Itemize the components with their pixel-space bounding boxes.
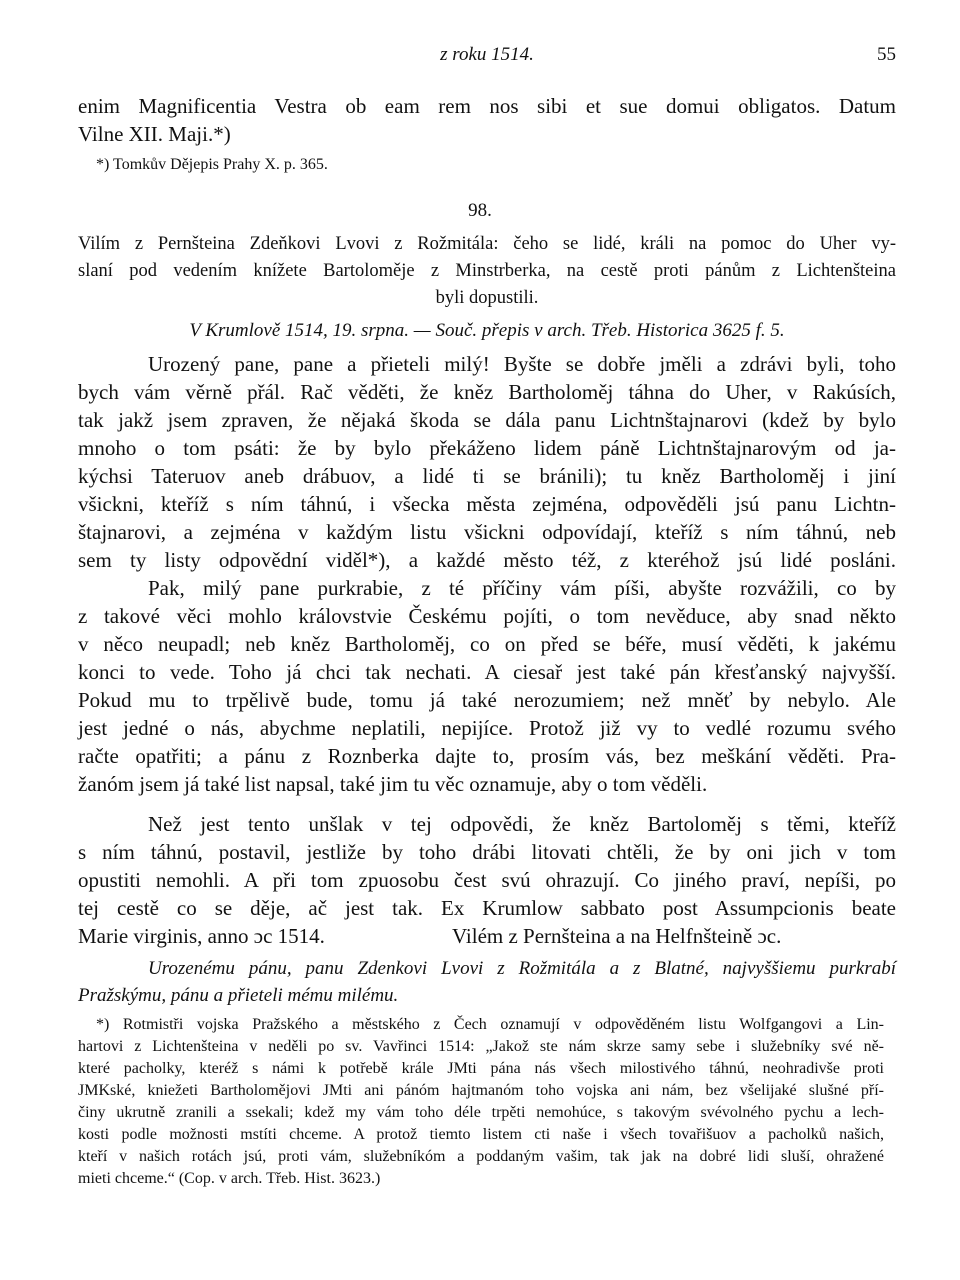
- body-line: Pak, milý pane purkrabie, z té příčiny vám píši, abyšte rozvážili, co by: [148, 576, 896, 600]
- body-line: Urozený pane, pane a přieteli milý! Byšte se dobře jměli a zdrávi byli, toho: [148, 352, 896, 376]
- closing-signature: Vilém z Pernšteina a na Helfnšteině ɔc.: [452, 924, 782, 948]
- body-line: bych vám věrně přál. Rač věděti, že kněz Bartholoměj táhna do Uher, v Rakúsích,: [78, 380, 896, 404]
- footnote-line: kteří v našich rotách jsú, proti vám, služebníkóm a poddaným vašim, tak jak na dobré lidi sluší, ohražené: [78, 1148, 884, 1165]
- previous-footnote: *) Tomkův Dějepis Prahy X. p. 365.: [96, 156, 328, 173]
- regest-line: byli dopustili.: [435, 288, 539, 308]
- body-line: račte opatřiti; a pánu z Roznberka dajte to, prosím vás, bez meškání věděti. Pra-: [78, 744, 896, 768]
- running-title: z roku 1514.: [440, 44, 534, 65]
- document-number: 98.: [468, 200, 492, 221]
- body-line: tak jakž jsem zpraven, že nějaká škoda se dála panu Lichtnštajnarovi (kdež by bylo: [78, 408, 896, 432]
- source-note: V Krumlově 1514, 19. srpna. — Souč. přepis v arch. Třeb. Historica 3625 f. 5.: [189, 320, 785, 341]
- previous-text-line: enim Magnificentia Vestra ob eam rem nos sibi et sue domui obligatos. Datum: [78, 94, 896, 118]
- body-line: tej cestě co se děje, ač jest tak. Ex Krumlow sabbato post Assumpcionis beate: [78, 896, 896, 920]
- footnote-line: mieti chceme.“ (Cop. v arch. Třeb. Hist. 3623.): [78, 1170, 381, 1187]
- body-line: Než jest tento unšlak v tej odpovědi, že kněz Bartoloměj s těmi, kteříž: [148, 812, 896, 836]
- body-line: sem ty listy odpovědní viděl*), a každé město též, z kteréhož jsú lidé posláni.: [78, 548, 896, 572]
- body-line: štajnarovi, a zejména v každým listu všicknі odpovídají, kteříž s ním táhnú, neb: [78, 520, 896, 544]
- page-number: 55: [877, 44, 896, 65]
- body-line: mnoho o tom psáti: že by bylo překáženo lidem páně Lichtnštajnarovým od ja-: [78, 436, 896, 460]
- footnote-line: které pacholky, kteréž s námi k potřebě krále JMti pána nás všech milostivého táhnú, neohradivše proti: [78, 1060, 884, 1077]
- body-line: žanóm jsem já také list napsal, také jim tu věc oznamuje, aby o tom věděli.: [78, 772, 708, 796]
- footnote-line: hartovi z Lichtenšteina v neděli po sv. Vavřinci 1514: „Jakož ste nám skrze samy sebe i služebníky své ně-: [78, 1038, 884, 1055]
- footnote-line: JMKské, kniežeti Bartholomějovi JMti ani pánóm hajtmanóm toho vojska ani nám, bez všelijaké slušné pří-: [78, 1082, 884, 1099]
- body-line: všicknі, kteříž s ním táhnú, i všecka města zejména, odpověděli jsú panu Lichtn-: [78, 492, 896, 516]
- footnote-line: kosti podle možnosti mstíti chceme. A protož tiemto listem cti naše i všech tovařišuov a pacholků našich,: [78, 1126, 884, 1143]
- body-line: kýchsi Tateruov aneb drábuov, a lidé ti se bránili); tu kněz Bartholoměj i jiní: [78, 464, 896, 488]
- regest-line: slaní pod vedením knížete Bartoloměje z Minstrberka, na cestě proti pánům z Lichtenšteina: [78, 261, 896, 281]
- body-line: opustiti nemohli. A při tom zpuosobu čest svú ohrazují. Co jiného praví, nepíši, po: [78, 868, 896, 892]
- body-line: s ním táhnú, postavil, jestliže by toho drábi litovati chtěli, že by oni jich v tom: [78, 840, 896, 864]
- body-line: konci to vede. Toho já chci tak nechati. A ciesař jest také pán křesťanský najvyšší.: [78, 660, 896, 684]
- address-line: Urozenému pánu, panu Zdenkovi Lvovi z Rožmitála a z Blatné, najvyššiemu purkrabí: [148, 958, 896, 979]
- body-line: z takové věci mohlo královstvie Českému pojíti, o tom nevěduce, aby snad někto: [78, 604, 896, 628]
- footnote-line: *) Rotmistři vojska Pražského a městského z Čech oznamují v odpověděném listu Wolfgangovi a Lin-: [96, 1016, 884, 1033]
- body-line: v něco neupadl; neb kněz Bartholoměj, co on před se béře, musí věděti, k jakému: [78, 632, 896, 656]
- body-line: Pokud mu to trpělivě bude, tomu já také nerozumiem; než mněť by nebylo. Ale: [78, 688, 896, 712]
- address-line: Pražskýmu, pánu a přieteli mému milému.: [78, 985, 399, 1006]
- body-line: jest jedné o nás, abychme neplatili, nepijíce. Protož již vy to vedlé rozumu svého: [78, 716, 896, 740]
- footnote-line: činy ukrutně zranili a ssekali; kdež my vám toho déle trpěti nemohúce, s takovým svévolného pychu a lech-: [78, 1104, 884, 1121]
- running-head: [78, 44, 896, 74]
- regest-line: Vilím z Pernšteina Zdeňkovi Lvovi z Rožmitála: čeho se lidé, králi na pomoc do Uher vy-: [78, 234, 896, 254]
- previous-text-line: Vilne XII. Maji.*): [78, 122, 231, 146]
- closing-date: Marie virginis, anno ɔc 1514.: [78, 924, 325, 948]
